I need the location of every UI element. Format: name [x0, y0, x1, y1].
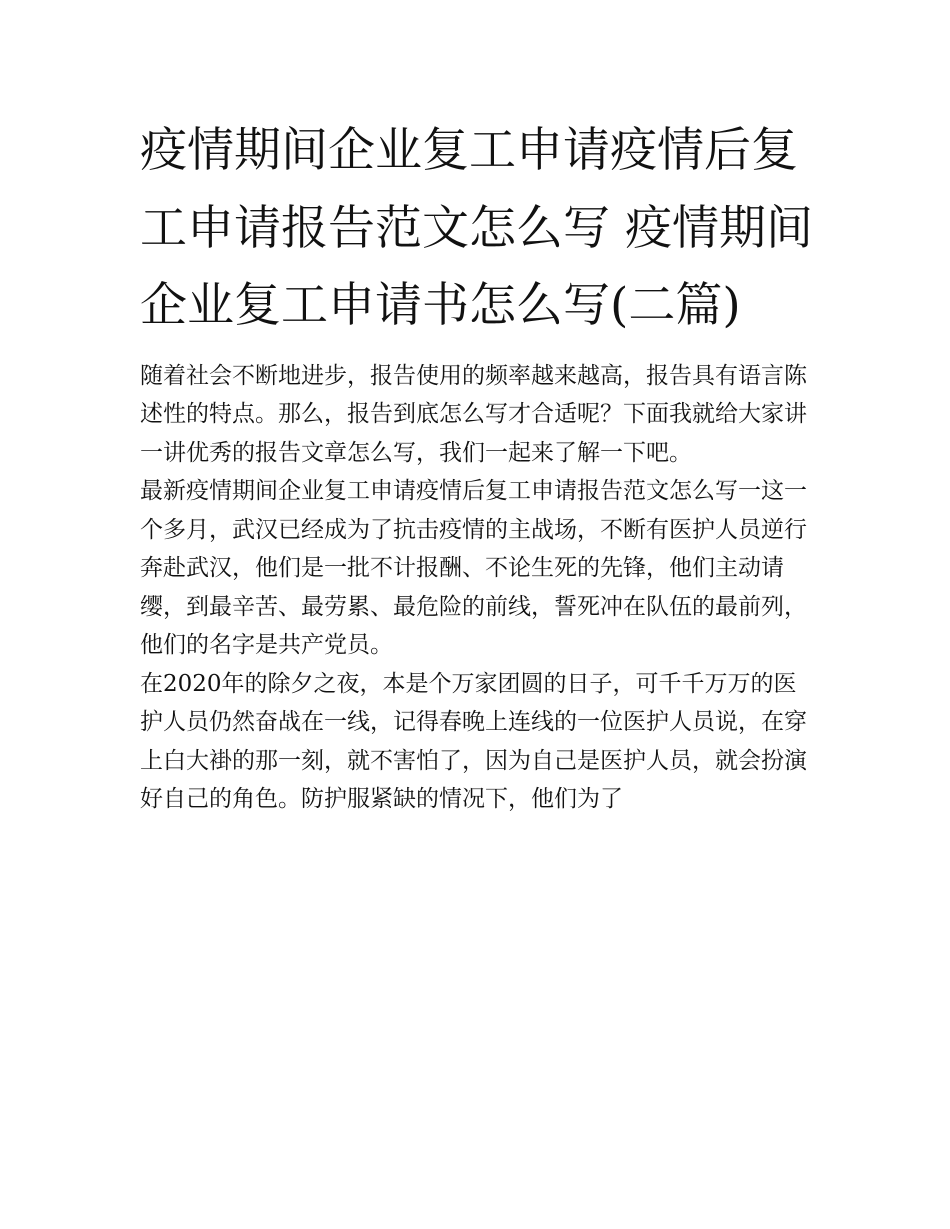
paragraph-section-one: 最新疫情期间企业复工申请疫情后复工申请报告范文怎么写一这一个多月，武汉已经成为了抗击疫情的主战场，不断有医护人员逆行奔赴武汉，他们是一批不计报酬、不论生死的先锋，他们主动请缨，到最辛苦、最劳累、最危险的前线，誓死冲在队伍的最前列，他们的名字是共产党员。 [140, 478, 807, 658]
paragraph-eve: 在2020年的除夕之夜，本是个万家团圆的日子，可千千万万的医护人员仍然奋战在一线，记得春晚上连线的一位医护人员说，在穿上白大褂的那一刻，就不害怕了，因为自己是医护人员，就会扮演好自己的角色。防护服紧缺的情况下，他们为了 [140, 670, 807, 812]
paragraph-intro: 随着社会不断地进步，报告使用的频率越来越高，报告具有语言陈述性的特点。那么，报告到底怎么写才合适呢？下面我就给大家讲一讲优秀的报告文章怎么写，我们一起来了解一下吧。 [140, 362, 807, 466]
paragraph-list [140, 357, 815, 819]
document-body [140, 112, 815, 819]
document-title: 疫情期间企业复工申请疫情后复工申请报告范文怎么写 疫情期间企业复工申请书怎么写(二篇) [140, 123, 813, 333]
